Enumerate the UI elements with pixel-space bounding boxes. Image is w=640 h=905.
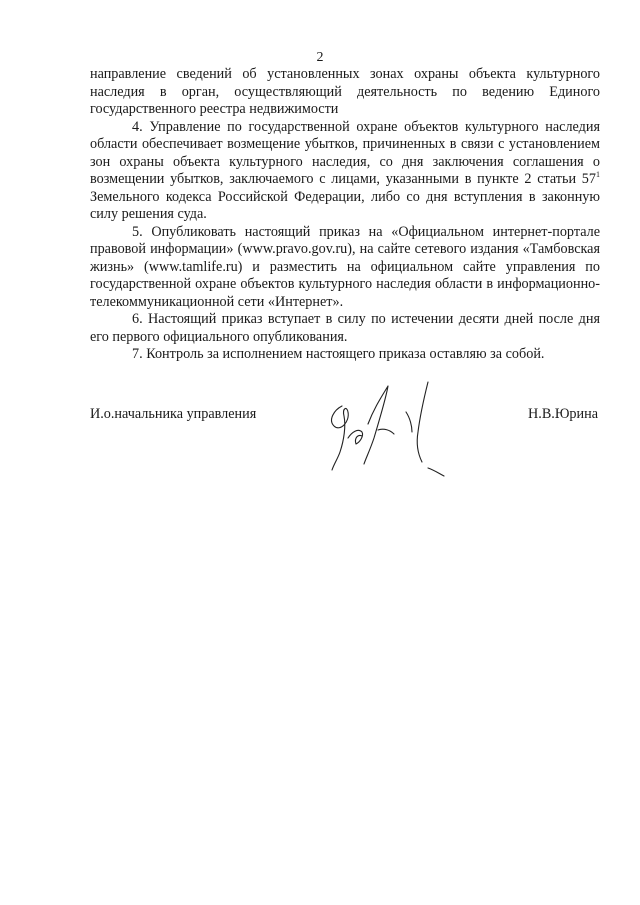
handwritten-signature bbox=[320, 378, 450, 478]
paragraph-item-6: 6. Настоящий приказ вступает в силу по истечении десяти дней после дня его первого официального опубликования. bbox=[90, 311, 600, 345]
paragraph-continuation: направление сведений об установленных зонах охраны объекта культурного наследия в орган, осуществляющий деятельность по ведению Единого государственного реестра недвижимости bbox=[90, 66, 600, 117]
paragraph-item-7: 7. Контроль за исполнением настоящего приказа оставляю за собой. bbox=[132, 346, 545, 362]
superscript: 1 bbox=[596, 170, 600, 179]
page-number: 2 bbox=[316, 50, 324, 65]
signer-name: Н.В.Юрина bbox=[528, 406, 598, 422]
paragraph-item-5: 5. Опубликовать настоящий приказ на «Официальном интернет-портале правовой информации» (www.pravo.gov.ru), на сайте сетевого издания «Тамбовская жизнь» (www.tamlife.ru) и разместить на официальном сайте управления по государственной охране объектов культурного наследия области в информационно-телекоммуникационной сети «Интернет». bbox=[90, 223, 600, 310]
document-body bbox=[90, 66, 600, 364]
signer-title: И.о.начальника управления bbox=[90, 406, 257, 422]
paragraph-item-4: 4. Управление по государственной охране объектов культурного наследия области обеспечивает возмещение убытков, причиненных в связи с установлением зон охраны объекта культурного наследия, со дня заключения соглашения о возмещении убытков, заключаемого с лицами, указанными в пункте 2 статьи $57^1$ Земельного кодекса Российской Федерации, либо со дня вступления в законную силу решения суда. bbox=[90, 118, 600, 222]
